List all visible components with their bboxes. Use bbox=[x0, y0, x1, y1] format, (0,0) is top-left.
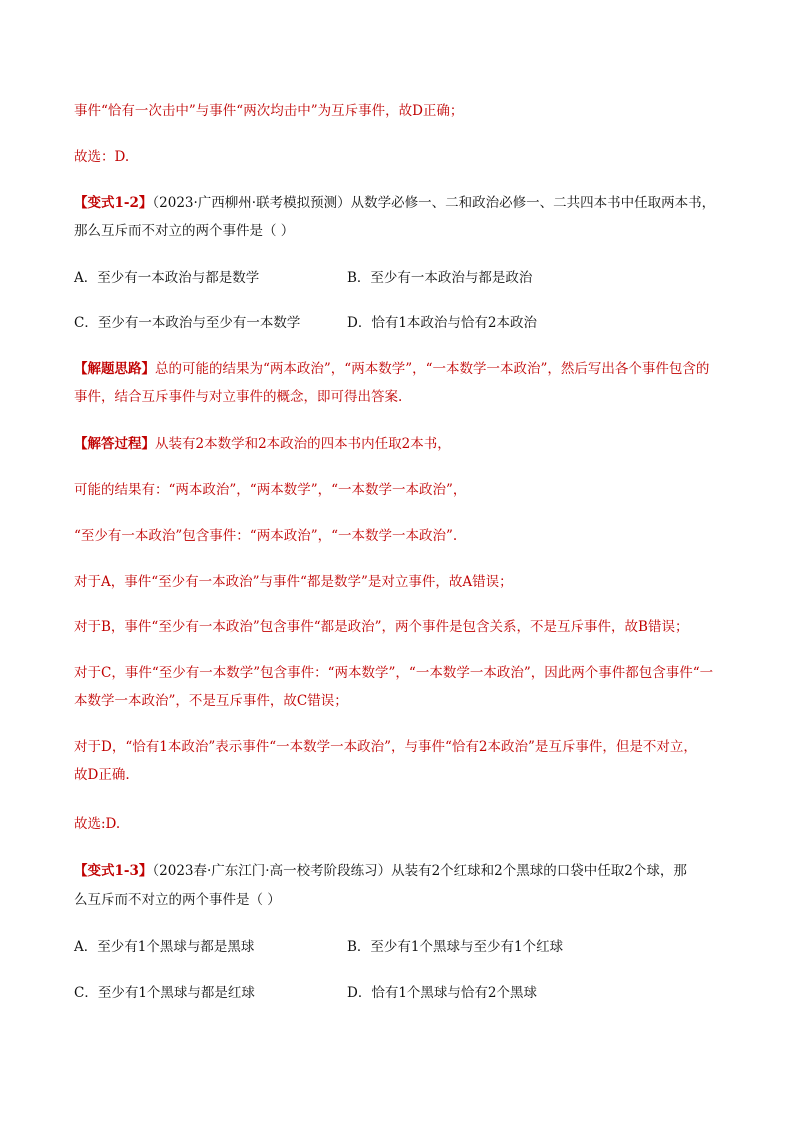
q12-analysis-d-line1: 对于D，“恰有1本政治”表示事件“一本数学一本政治”，与事件“恰有2本政治”是互斥事件，但是不对立， bbox=[74, 739, 697, 755]
q12-option-a: A．至少有一本政治与都是数学 bbox=[74, 270, 260, 286]
q13-option-c: C．至少有1个黑球与都是红球 bbox=[74, 985, 255, 1001]
q12-option-b: B．至少有一本政治与都是政治 bbox=[347, 270, 533, 286]
q12-idea-line2: 事件，结合互斥事件与对立事件的概念，即可得出答案. bbox=[74, 389, 403, 405]
q13-stem-line1: 【变式1-3】（2023春·广东江门·高一校考阶段练习）从装有2个红球和2个黑球的口袋中任取2个球，那 bbox=[74, 863, 687, 879]
q12-tag: 【变式1-2】 bbox=[74, 195, 153, 211]
q12-idea-tag: 【解题思路】 bbox=[74, 361, 155, 377]
q12-process-line3: “至少有一本政治”包含事件：“两本政治”，“一本数学一本政治”. bbox=[74, 528, 458, 544]
q12-stem-line1: 【变式1-2】（2023·广西柳州·联考模拟预测）从数学必修一、二和政治必修一、二共四本书中任取两本书， bbox=[74, 195, 716, 211]
intro-conclusion: 事件“恰有一次击中”与事件“两次均击中”为互斥事件，故D正确； bbox=[74, 103, 464, 119]
q13-option-a: A．至少有1个黑球与都是黑球 bbox=[74, 939, 255, 955]
q12-idea-line1: 【解题思路】总的可能的结果为“两本政治”，“两本数学”，“一本数学一本政治”，然后写出各个事件包含的 bbox=[74, 361, 710, 377]
q12-analysis-d-line2: 故D正确. bbox=[74, 767, 130, 783]
q12-analysis-b: 对于B，事件“至少有一本政治”包含事件“都是政治”，两个事件是包含关系，不是互斥事件，故B错误； bbox=[74, 619, 689, 635]
q13-option-b: B．至少有1个黑球与至少有1个红球 bbox=[347, 939, 564, 955]
q13-tag: 【变式1-3】 bbox=[74, 863, 153, 879]
q12-analysis-a: 对于A，事件“至少有一本政治”与事件“都是数学”是对立事件，故A错误； bbox=[74, 574, 513, 590]
q13-stem-line2: 么互斥而不对立的两个事件是（ ） bbox=[74, 892, 281, 908]
intro-answer: 故选：D. bbox=[74, 149, 130, 165]
q12-option-c: C．至少有一本政治与至少有一本数学 bbox=[74, 315, 301, 331]
q12-analysis-c-line2: 本数学一本政治”，不是互斥事件，故C错误； bbox=[74, 693, 348, 709]
q12-stem-line2: 那么互斥而不对立的两个事件是（ ） bbox=[74, 223, 295, 239]
q12-analysis-c-line1: 对于C，事件“至少有一本数学”包含事件：“两本数学”，“一本数学一本政治”，因此两个事件都包含事件“一 bbox=[74, 665, 714, 681]
q12-process-line1: 【解答过程】从装有2本数学和2本政治的四本书内任取2本书， bbox=[74, 436, 451, 452]
q13-option-d: D．恰有1个黑球与恰有2个黑球 bbox=[347, 985, 538, 1001]
q12-process-line2: 可能的结果有：“两本政治”，“两本数学”，“一本数学一本政治”， bbox=[74, 482, 467, 498]
q12-process-tag: 【解答过程】 bbox=[74, 436, 155, 452]
q12-answer: 故选:D. bbox=[74, 816, 121, 832]
q12-option-d: D．恰有1本政治与恰有2本政治 bbox=[347, 315, 538, 331]
